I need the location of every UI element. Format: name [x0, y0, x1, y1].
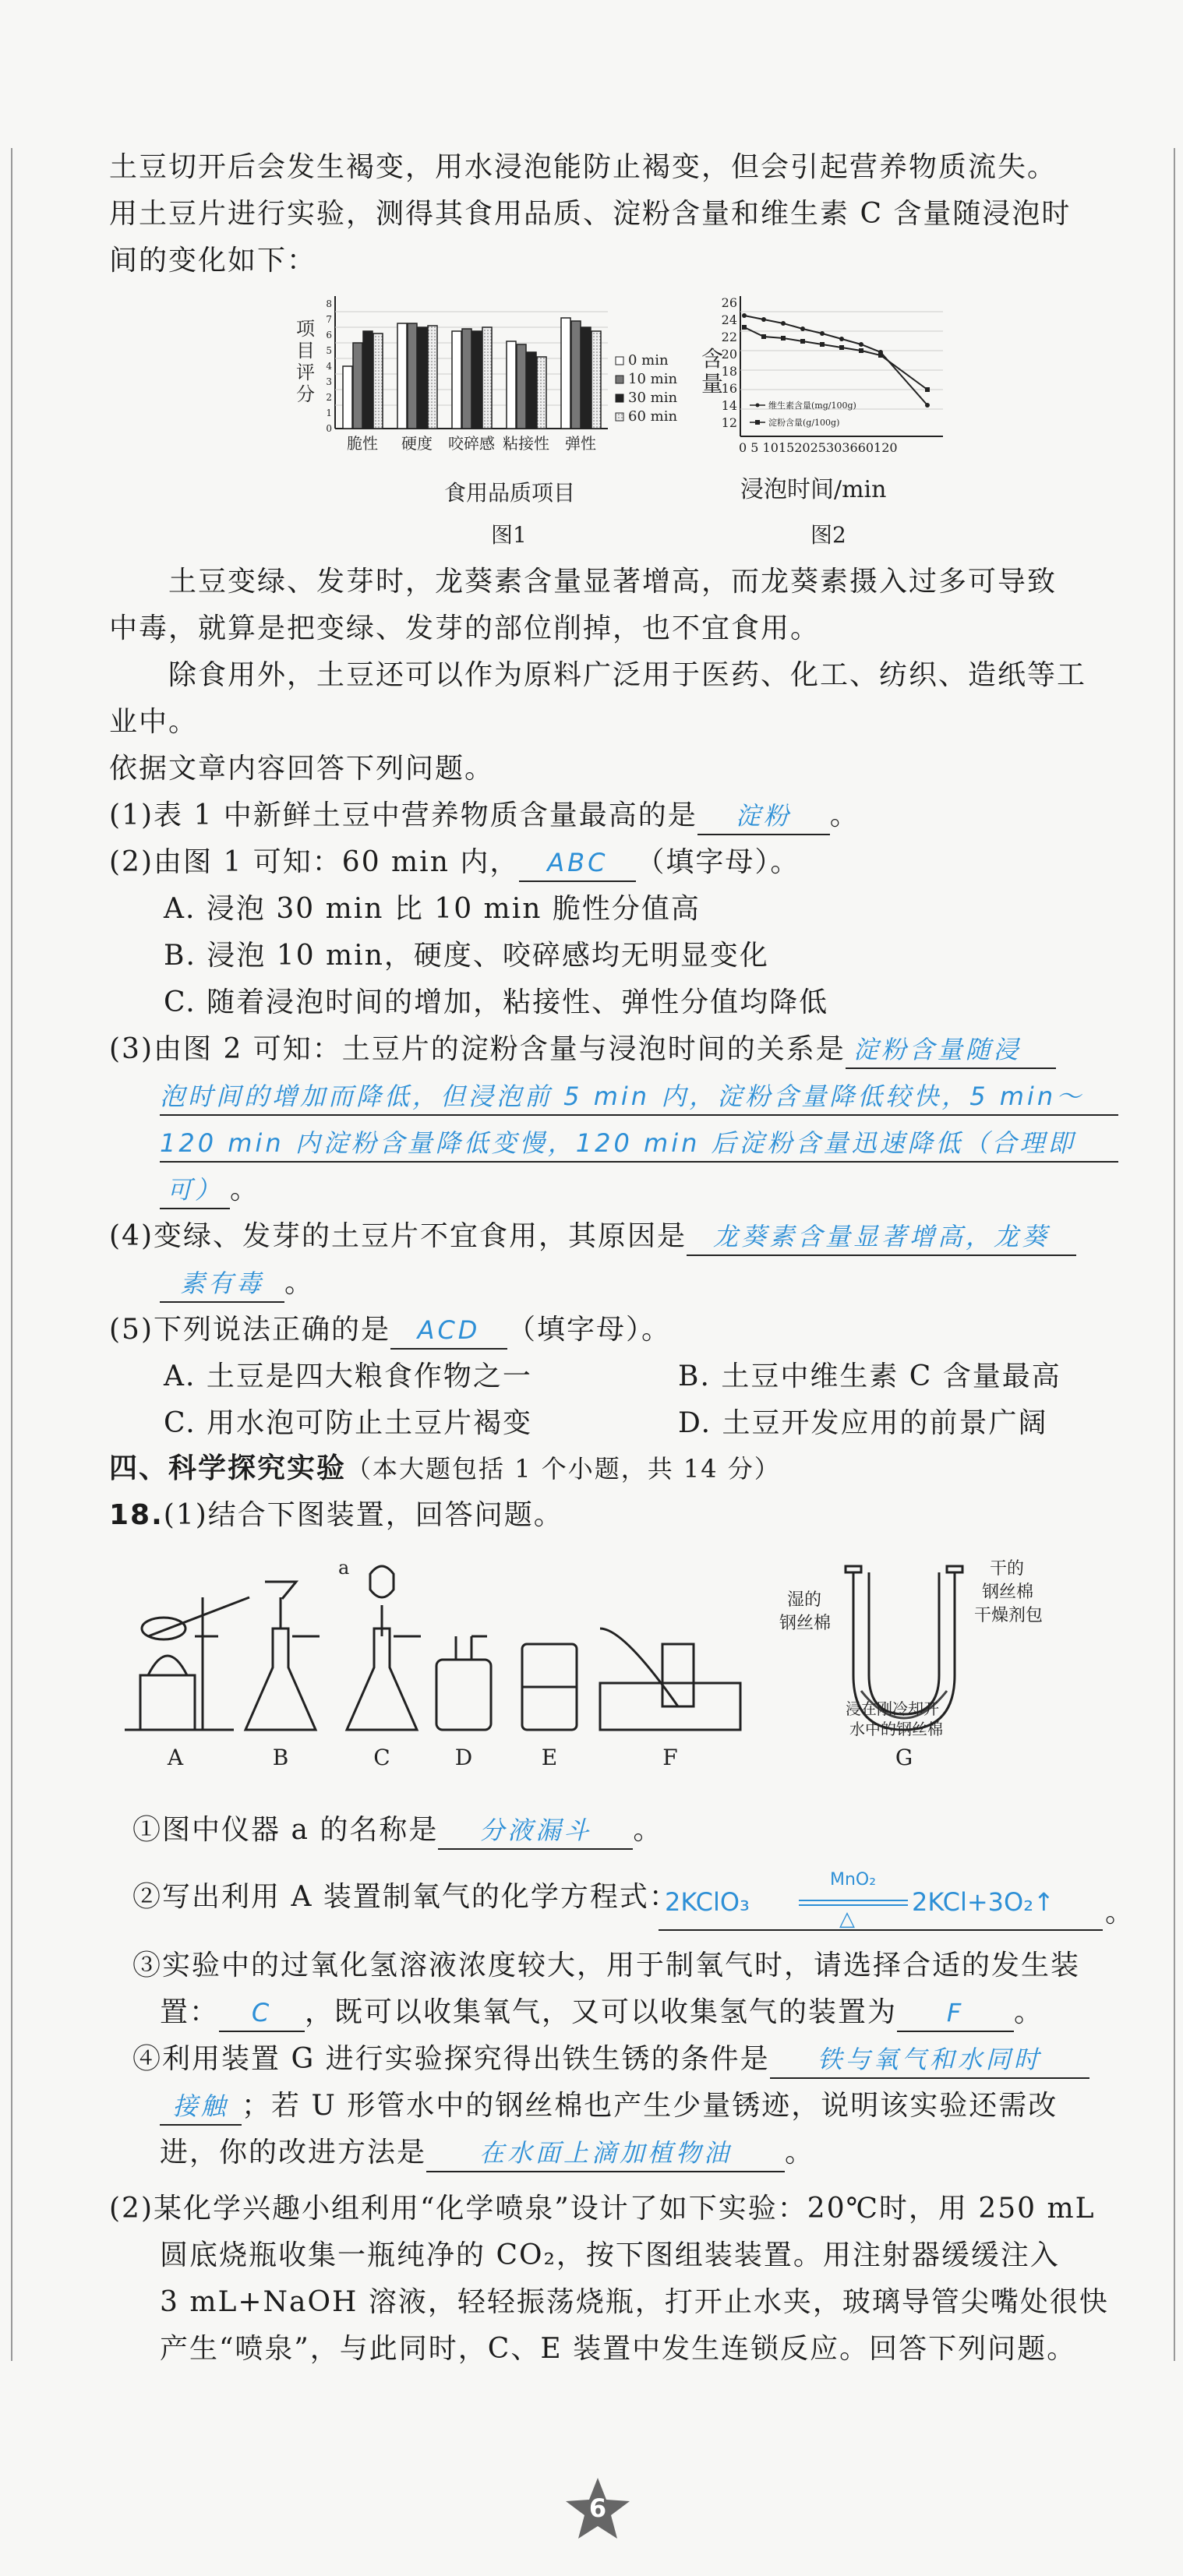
figure-1-ylabel-char: 项: [296, 318, 315, 340]
svg-text:26: 26: [721, 295, 737, 310]
q18-sub-3-text-b: ，既可以收集氧气，又可以收集氢气的装置为: [305, 1996, 898, 2028]
svg-text:20: 20: [721, 347, 737, 362]
figure-1-xlabel: 食用品质项目: [444, 480, 576, 506]
q18-sub-4-answer-2: 接触: [160, 2088, 242, 2126]
q18-sub-4-answer-3: 在水面上滴加植物油: [426, 2135, 785, 2172]
svg-text:F: F: [662, 1745, 678, 1770]
paragraph-line: 中毒，就算是把变绿、发芽的部位削掉，也不宜食用。: [109, 612, 821, 644]
svg-text:D: D: [454, 1745, 473, 1770]
svg-text:10 min: 10 min: [628, 371, 678, 387]
apparatus-drawing: [117, 1551, 1130, 1777]
paragraph-line: 业中。: [109, 706, 199, 738]
q18-sub-4-end: 。: [785, 2137, 815, 2168]
q18-sub-4-line2: [160, 2088, 1058, 2126]
q18-sub-4-line1: [132, 2041, 1089, 2079]
svg-text:5: 5: [326, 345, 332, 356]
question-3-answer-line1: 淀粉含量随浸: [846, 1032, 1056, 1069]
svg-text:粘接性: 粘接性: [503, 434, 549, 453]
figure-1: [281, 288, 686, 553]
question-5-option-a: A. 土豆是四大粮食作物之一: [164, 1360, 532, 1392]
question-4: [109, 1219, 1076, 1256]
question-4-answer-line2: 素有毒: [160, 1265, 284, 1303]
q18-sub-3-line1: ③实验中的过氧化氢溶液浓度较大，用于制氧气时，请选择合适的发生装: [132, 1950, 1081, 1981]
question-18-intro: (1)结合下图装置，回答问题。: [163, 1499, 563, 1531]
q18-sub-3-answer-2: F: [897, 1995, 1014, 2032]
svg-text:弹性: 弹性: [565, 434, 596, 453]
svg-text:目: 目: [296, 340, 315, 362]
apparatus-figure: [117, 1551, 1130, 1777]
q18-sub-1: [132, 1812, 662, 1850]
svg-text:G: G: [895, 1745, 913, 1770]
question-5-option-c: C. 用水泡可防止土豆片褐变: [164, 1407, 533, 1439]
q18-sub-2: ②写出利用 A 装置制氧气的化学方程式：: [132, 1881, 679, 1913]
svg-text:0 5 10152025303660120: 0 5 10152025303660120: [739, 440, 898, 455]
svg-text:咬碎感: 咬碎感: [448, 434, 495, 453]
section-4-note: （本大题包括 1 个小题，共 14 分）: [346, 1454, 781, 1484]
page-number-badge: [563, 2475, 633, 2545]
q18-sub-3-answer-1: C: [219, 1995, 305, 2032]
paragraph-line: 土豆切开后会发生褐变，用水浸泡能防止褐变，但会引起营养物质流失。: [109, 151, 1058, 183]
q18-part2-line4: 产生“喷泉”，与此同时，C、E 装置中发生连锁反应。回答下列问题。: [160, 2333, 1077, 2365]
question-4-answer-line1: 龙葵素含量显著增高，龙葵: [687, 1219, 1076, 1256]
question-2-text: (2)由图 1 可知：60 min 内，: [109, 846, 520, 878]
question-18: [109, 1498, 563, 1533]
q18-sub-1-text: ①图中仪器 a 的名称是: [132, 1814, 439, 1846]
question-5-text: (5)下列说法正确的是: [109, 1314, 390, 1346]
question-5: [109, 1312, 671, 1350]
q18-sub-1-answer: 分液漏斗: [438, 1812, 633, 1850]
figure-2: [694, 288, 974, 553]
svg-text:B: B: [272, 1745, 289, 1770]
label-a: a: [338, 1557, 350, 1579]
q18-sub-4-line3: [160, 2135, 814, 2172]
question-2-answer: ABC: [519, 845, 636, 882]
question-3-answer-line2: 泡时间的增加而降低，但浸泡前 5 min 内，淀粉含量降低较快，5 min～: [160, 1078, 1118, 1116]
svg-text:24: 24: [721, 312, 737, 327]
equation-condition-bottom: △: [839, 1907, 858, 1931]
left-border-line: [11, 148, 12, 2361]
question-1-text: (1)表 1 中新鲜土豆中营养物质含量最高的是: [109, 799, 697, 831]
svg-text:14: 14: [721, 398, 737, 413]
question-2-option-c: C. 随着浸泡时间的增加，粘接性、弹性分值均降低: [164, 986, 829, 1018]
page-number: 6: [588, 2493, 607, 2523]
svg-text:干的: 干的: [990, 1559, 1025, 1579]
svg-text:硬度: 硬度: [401, 434, 433, 453]
svg-text:C: C: [373, 1745, 390, 1770]
svg-text:7: 7: [326, 314, 332, 325]
question-5-option-b: B. 土豆中维生素 C 含量最高: [678, 1360, 1061, 1392]
svg-text:含: 含: [701, 346, 724, 372]
paragraph-line: 用土豆片进行实验，测得其食用品质、淀粉含量和维生素 C 含量随浸泡时: [109, 198, 1072, 230]
question-1-end: 。: [829, 799, 860, 831]
svg-text:干燥剂包: 干燥剂包: [974, 1606, 1044, 1625]
svg-text:湿的: 湿的: [787, 1590, 822, 1610]
q18-sub-3-line2: [160, 1995, 1044, 2032]
figure-2-caption: 图2: [810, 522, 846, 548]
question-5-answer: ACD: [390, 1312, 507, 1350]
question-1-answer: 淀粉: [697, 798, 830, 835]
q18-sub-4-text: ④利用装置 G 进行实验探究得出铁生锈的条件是: [132, 2043, 770, 2075]
question-5-option-d: D. 土豆开发应用的前景广阔: [678, 1407, 1048, 1439]
q18-part2-line2: 圆底烧瓶收集一瓶纯净的 CO₂，按下图组装装置。用注射器缓缓注入: [160, 2239, 1060, 2271]
svg-text:淀粉含量(g/100g): 淀粉含量(g/100g): [768, 418, 840, 428]
svg-text:量: 量: [701, 371, 724, 397]
question-4-answer-tail: [160, 1265, 314, 1303]
q18-part2-line3: 3 mL+NaOH 溶液，轻轻振荡烧瓶，打开止水夹，玻璃导管尖嘴处很快: [160, 2286, 1109, 2318]
svg-text:4: 4: [326, 361, 332, 372]
svg-text:2: 2: [326, 392, 332, 403]
figure-2-chart: [694, 288, 974, 553]
svg-text:维生素含量(mg/100g): 维生素含量(mg/100g): [768, 401, 856, 411]
svg-text:脆性: 脆性: [347, 434, 378, 453]
svg-text:1: 1: [326, 408, 332, 418]
question-3-text: (3)由图 2 可知：土豆片的淀粉含量与浸泡时间的关系是: [109, 1033, 846, 1065]
paragraph-line: 除食用外，土豆还可以作为原料广泛用于医药、化工、纺织、造纸等工: [168, 659, 1087, 691]
svg-text:3: 3: [326, 376, 332, 387]
paragraph-line: 间的变化如下：: [109, 245, 317, 277]
question-1: [109, 798, 860, 835]
equation-right: 2KCl+3O₂↑: [912, 1887, 1054, 1917]
q18-sub-2-end: 。: [1105, 1897, 1135, 1928]
svg-text:浸在刚冷却开: 浸在刚冷却开: [846, 1699, 939, 1718]
question-3-answer-tail: [160, 1172, 260, 1209]
q18-sub-2-equation: [659, 1867, 1103, 1931]
q18-sub-3-text-a: 置：: [160, 1996, 220, 2028]
svg-text:钢丝棉: 钢丝棉: [982, 1583, 1034, 1602]
question-4-end: 。: [284, 1267, 315, 1299]
q18-sub-4-answer-1: 铁与氧气和水同时: [770, 2041, 1089, 2079]
question-3-answer-line4: 可）: [160, 1172, 230, 1209]
svg-text:8: 8: [326, 298, 332, 309]
question-18-number: 18.: [109, 1499, 164, 1531]
q18-sub-3-end: 。: [1014, 1996, 1044, 2028]
equation-condition-top: MnO₂: [830, 1870, 877, 1890]
q18-sub-4-text-b: ；若 U 形管水中的钢丝棉也产生少量锈迹，说明该实验还需改: [242, 2090, 1058, 2122]
svg-text:水中的钢丝棉: 水中的钢丝棉: [849, 1720, 943, 1738]
paragraph-line: 依据文章内容回答下列问题。: [109, 753, 495, 785]
q18-sub-1-end: 。: [633, 1814, 663, 1846]
svg-text:6: 6: [326, 330, 332, 341]
question-3: [109, 1032, 1056, 1069]
svg-text:18: 18: [721, 364, 737, 379]
figure-1-caption: 图1: [491, 522, 527, 548]
svg-text:30 min: 30 min: [628, 390, 678, 406]
q18-sub-4-text-c: 进，你的改进方法是: [160, 2137, 427, 2168]
figure-2-xlabel: 浸泡时间/min: [740, 476, 887, 503]
paragraph-line: 土豆变绿、发芽时，龙葵素含量显著增高，而龙葵素摄入过多可导致: [168, 566, 1058, 598]
question-2-option-b: B. 浸泡 10 min，硬度、咬碎感均无明显变化: [164, 940, 769, 972]
svg-text:0 min: 0 min: [628, 352, 669, 369]
svg-text:16: 16: [721, 381, 737, 396]
question-2-option-a: A. 浸泡 30 min 比 10 min 脆性分值高: [164, 893, 701, 925]
section-4-title: 四、科学探究实验: [109, 1452, 347, 1484]
question-5-end: （填字母）。: [507, 1314, 672, 1346]
question-3-end: 。: [230, 1173, 260, 1205]
svg-text:0: 0: [326, 423, 332, 434]
question-2: [109, 845, 800, 882]
svg-text:评: 评: [296, 362, 315, 383]
question-2-end: （填字母）。: [636, 846, 800, 878]
svg-text:12: 12: [721, 415, 737, 430]
section-4-heading: [109, 1451, 781, 1487]
apparatus-label-a: A: [167, 1745, 184, 1770]
q18-part2-line1: (2)某化学兴趣小组利用“化学喷泉”设计了如下实验：20℃时，用 250 mL: [109, 2193, 1096, 2225]
right-border-line: [1174, 148, 1175, 2361]
question-4-text: (4)变绿、发芽的土豆片不宜食用，其原因是: [109, 1220, 687, 1252]
svg-text:钢丝棉: 钢丝棉: [779, 1614, 832, 1633]
svg-text:22: 22: [721, 330, 737, 344]
svg-text:E: E: [541, 1745, 558, 1770]
question-3-answer-line3: 120 min 内淀粉含量降低变慢，120 min 后淀粉含量迅速降低（合理即: [160, 1125, 1118, 1163]
figure-1-chart: [281, 288, 686, 553]
equation-left: 2KClO₃: [665, 1887, 750, 1917]
svg-text:60 min: 60 min: [628, 408, 678, 425]
svg-text:分: 分: [296, 383, 315, 405]
